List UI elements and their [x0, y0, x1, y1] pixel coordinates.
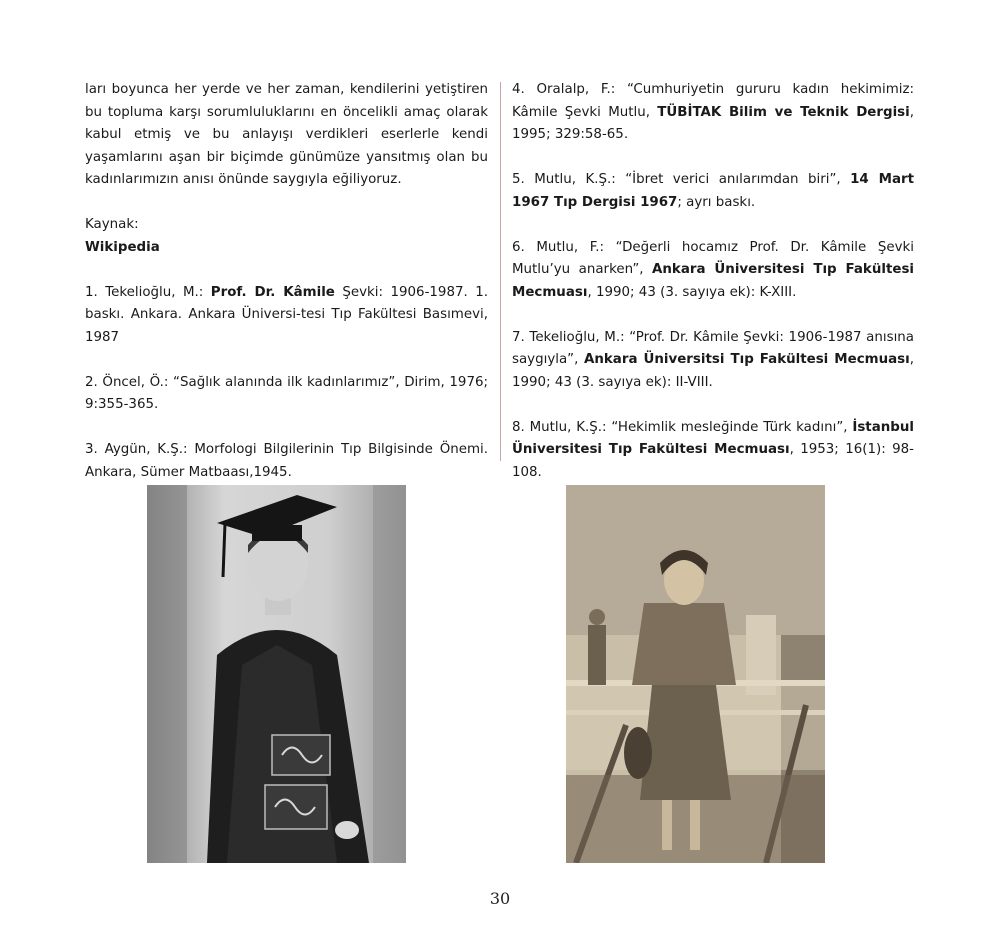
- page-number: 30: [489, 889, 511, 908]
- source-name: Wikipedia: [85, 239, 160, 255]
- reference-6: 6. Mutlu, F.: “Değerli hocamız Prof. Dr. Kâmile Şevki Mutlu’yu anarken”, Ankara Üniversitesi Tıp Fakültesi Mecmuası, 1990; 43 (3. sayıya ek): K-XIII.: [512, 239, 914, 300]
- reference-4: 4. Oralalp, F.: “Cumhuriyetin gururu kadın hekimimiz: Kâmile Şevki Mutlu, TÜBİTAK Bilim ve Teknik Dergisi, 1995; 329:58-65.: [512, 82, 914, 142]
- reference-3: 3. Aygün, K.Ş.: Morfologi Bilgilerinin Tıp Bilgisinde Önemi. Ankara, Sümer Matbaası,1945.: [85, 442, 488, 480]
- reference-5: 5. Mutlu, K.Ş.: “İbret verici anılarımdan biri”, 14 Mart 1967 Tıp Dergisi 1967; ayrı baskı.: [512, 172, 914, 210]
- reference-2: 2. Öncel, Ö.: “Sağlık alanında ilk kadınlarımız”, Dirim, 1976; 9:355-365.: [85, 374, 488, 412]
- reference-8: 8. Mutlu, K.Ş.: “Hekimlik mesleğinde Türk kadını”, İstanbul Üniversitesi Tıp Fakültesi Mecmuası, 1953; 16(1): 98-108.: [512, 419, 914, 480]
- left-column: [85, 79, 488, 484]
- intro-paragraph: ları boyunca her yerde ve her zaman, kendilerini yetiştiren bu topluma karşı sorumluluklarını en öncelikli amaç olarak kabul etmiş ve bu anlayışı verdikleri eserlerle kendi yaşamlarını aşan bir biçimde günümüze yansıtmış olan bu kadınlarımızın anısı önünde saygıyla eğiliyoruz.: [85, 82, 488, 187]
- outdoor-photo-woman: [566, 485, 825, 863]
- reference-7: 7. Tekelioğlu, M.: “Prof. Dr. Kâmile Şevki: 1906-1987 anısına saygıyla”, Ankara Üniversitsi Tıp Fakültesi Mecmuası, 1990; 43 (3. sayıya ek): II-VIII.: [512, 329, 914, 390]
- reference-1: 1. Tekelioğlu, M.: Prof. Dr. Kâmile Şevki: 1906-1987. 1. baskı. Ankara. Ankara Üniversi-tesi Tıp Fakültesi Basımevi, 1987: [85, 284, 488, 345]
- column-divider: [500, 82, 501, 461]
- right-column: [512, 79, 914, 484]
- portrait-photo-academic-robe: [147, 485, 406, 863]
- source-label: Kaynak:: [85, 217, 139, 232]
